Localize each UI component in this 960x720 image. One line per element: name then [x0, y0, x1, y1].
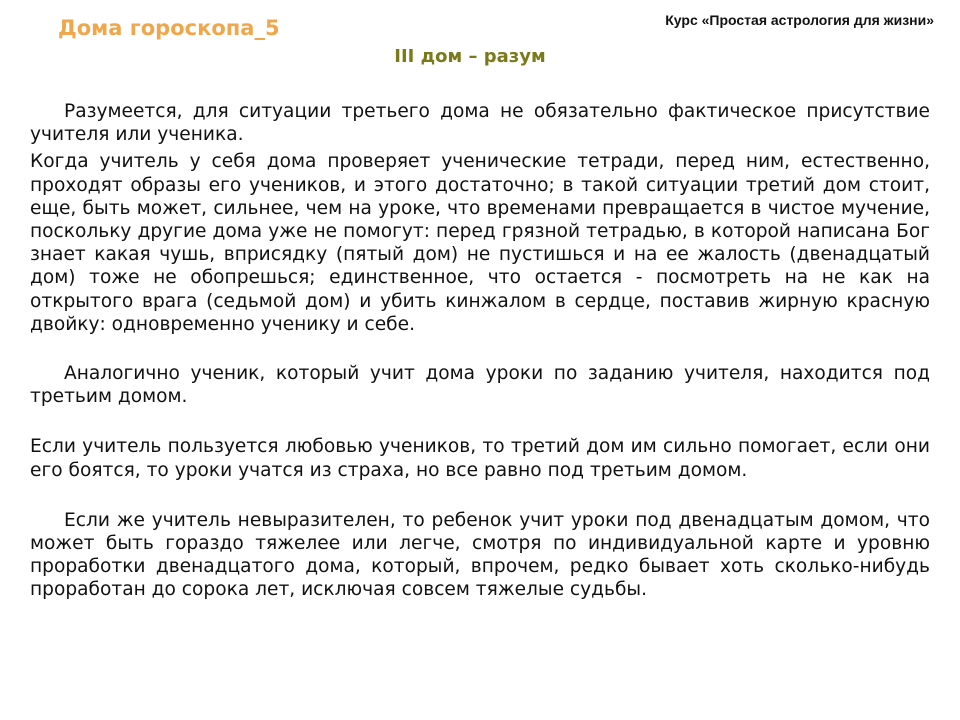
section-title: III дом – разум: [394, 46, 546, 67]
paragraph-2: Когда учитель у себя дома проверяет ученические тетради, перед ним, естественно, проходят образы его учеников, и этого достаточно; в такой ситуации третий дом стоит, еще, быть может, сильнее, чем на уроке, что временами превращается в чистое мучение, поскольку другие дома уже не помогут: перед грязной тетрадью, в которой написана Бог знает какая чушь, вприсядку (пятый дом) не пустишься и на ее жалость (двенадцатый дом) тоже не обопрешься; единственное, что остается - посмотреть на не как на открытого врага (седьмой дом) и убить кинжалом в сердце, поставив жирную красную двойку: одновременно ученику и себе.: [30, 151, 930, 335]
slide-title: Дома гороскопа_5: [58, 16, 280, 40]
paragraph-1: Разумеется, для ситуации третьего дома не обязательно фактическое присутствие учителя или ученика.: [30, 101, 930, 146]
paragraph-3: Аналогично ученик, который учит дома уроки по заданию учителя, находится под третьим домом.: [30, 363, 930, 408]
course-name: Курс «Простая астрология для жизни»: [665, 12, 934, 28]
paragraph-4: Если учитель пользуется любовью учеников, то третий дом им сильно помогает, если они его боятся, то уроки учатся из страха, но все равно под третьим домом.: [30, 436, 930, 481]
paragraph-5: Если же учитель невыразителен, то ребенок учит уроки под двенадцатым домом, что может быть гораздо тяжелее или легче, смотря по индивидуальной карте и уровню проработки двенадцатого дома, который, впрочем, редко бывает хоть сколько-нибудь проработан до сорока лет, исключая совсем тяжелые судьбы.: [30, 509, 930, 601]
body-content: [30, 100, 930, 602]
